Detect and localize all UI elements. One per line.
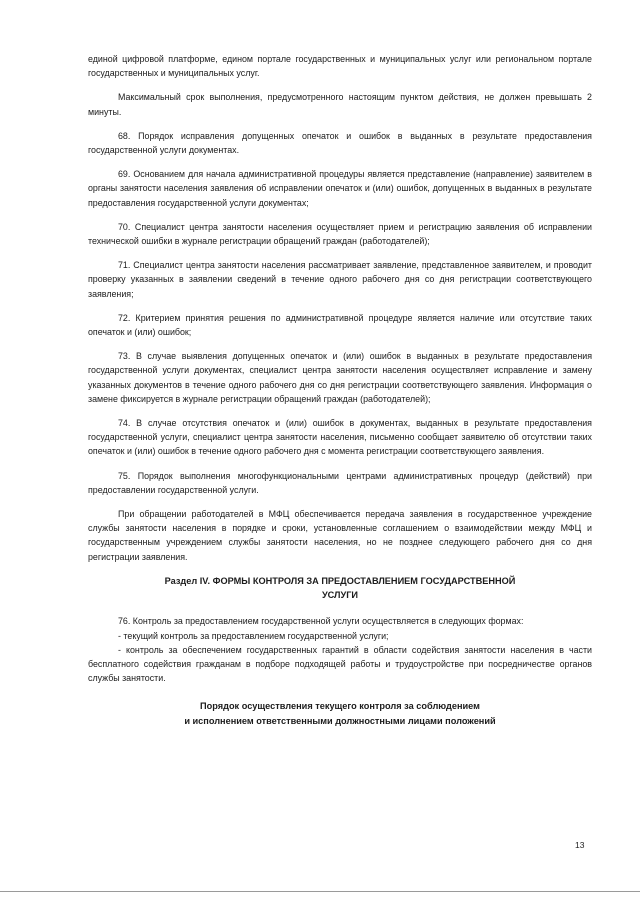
paragraph: 73. В случае выявления допущенных опечаток и (или) ошибок в выданных в результате предоставления государственной услуги документах, специалист центра занятости населения осуществляет исправление и замену указанных документов в течение одного рабочего дня со дня регистрации соответствующего заявления. Информация о замене фиксируется в журнале регистрации обращений граждан (работодателей); bbox=[88, 351, 592, 404]
paragraph: 70. Специалист центра занятости населения осуществляет прием и регистрацию заявления об исправлении технической ошибки в журнале регистрации обращений граждан (работодателей); bbox=[88, 221, 592, 247]
list-item: - контроль за обеспечением государственных гарантий в области содействия занятости населения в части бесплатного содействия гражданам в подборе подходящей работы и трудоустройстве при посредничестве органов службы занятости. bbox=[88, 644, 592, 684]
paragraph: единой цифровой платформе, едином портале государственных и муниципальных услуг или региональном портале государственных и муниципальных услуг. bbox=[88, 54, 592, 79]
paragraph: 74. В случае отсутствия опечаток и (или) ошибок в документах, выданных в результате предоставления государственной услуги, специалист центра занятости населения, письменно сообщает заявителю об отсутствии таких опечаток и (или) ошибок в течение одного рабочего дня с момента регистрации соответствующего заявления. bbox=[88, 418, 592, 457]
paragraph: 68. Порядок исправления допущенных опечаток и ошибок в выданных в результате предоставления государственной услуги документах. bbox=[88, 130, 592, 156]
subheading-line: и исполнением ответственными должностными лицами положений bbox=[184, 715, 496, 726]
subheading-line: Порядок осуществления текущего контроля за соблюдением bbox=[200, 701, 480, 712]
list-item: - текущий контроль за предоставлением государственной услуги; bbox=[118, 630, 389, 641]
footer-divider bbox=[0, 891, 640, 892]
section-heading-line: Раздел IV. ФОРМЫ КОНТРОЛЯ ЗА ПРЕДОСТАВЛЕНИЕМ ГОСУДАРСТВЕННОЙ bbox=[164, 575, 516, 586]
paragraph: 71. Специалист центра занятости населения рассматривает заявление, представленное заявителем, и проводит проверку указанных в заявлении сведений в течение одного рабочего дня со дня регистрации соответствующего заявления; bbox=[88, 260, 592, 299]
paragraph: Максимальный срок выполнения, предусмотренного настоящим пунктом действия, не должен превышать 2 минуты. bbox=[88, 92, 592, 117]
paragraph: 72. Критерием принятия решения по административной процедуре является наличие или отсутствие таких опечаток и (или) ошибок; bbox=[88, 312, 592, 338]
section-heading bbox=[88, 574, 592, 602]
page-number: 13 bbox=[575, 840, 585, 850]
paragraph: 69. Основанием для начала административной процедуры является представление (направление) заявителем в органы занятости населения заявления об исправлении опечаток и (или) ошибок, допущенных в выданных в результате предоставления государственной услуги документах; bbox=[88, 169, 592, 208]
paragraph: 75. Порядок выполнения многофункциональными центрами административных процедур (действий) при предоставлении государственной услуги. bbox=[88, 470, 592, 495]
paragraph: При обращении работодателей в МФЦ обеспечивается передача заявления в государственное учреждение службы занятости населения в порядке и сроки, установленные соглашением о взаимодействии между МФЦ и государственным учреждением службы занятости населения, но не позднее следующего рабочего дня со дня регистрации заявления. bbox=[88, 509, 592, 562]
page-content bbox=[88, 52, 592, 740]
section-heading-line: УСЛУГИ bbox=[321, 590, 359, 601]
paragraph: 76. Контроль за предоставлением государственной услуги осуществляется в следующих формах: bbox=[118, 616, 524, 627]
paragraph-group bbox=[88, 52, 592, 564]
subheading bbox=[88, 699, 592, 727]
